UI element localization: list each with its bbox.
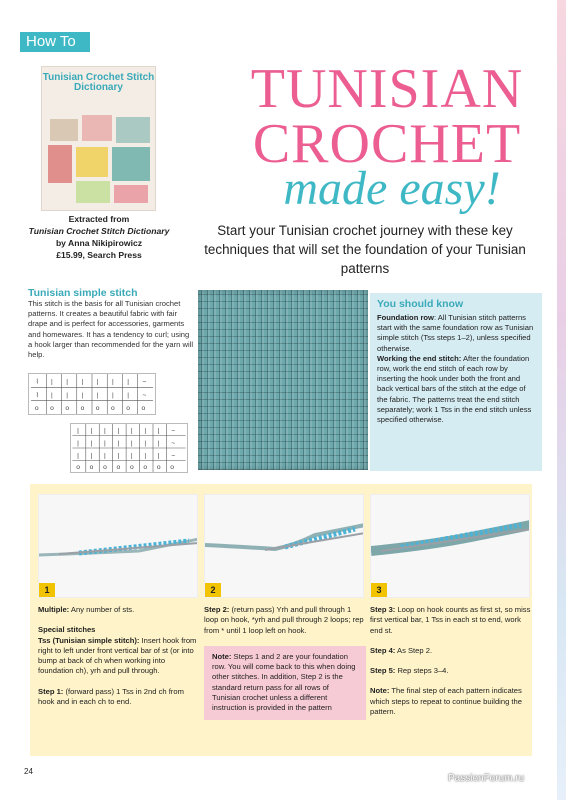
extracted-from: Extracted from bbox=[68, 214, 130, 224]
stitch-swatch-photo bbox=[198, 290, 368, 470]
svg-text:|: | bbox=[96, 391, 99, 399]
step-number-2: 2 bbox=[205, 583, 221, 597]
you-should-know-heading: You should know bbox=[377, 298, 464, 310]
svg-text:|: | bbox=[127, 391, 129, 399]
svg-text:|: | bbox=[117, 427, 120, 435]
step-number-1: 1 bbox=[39, 583, 55, 597]
svg-text:o: o bbox=[116, 464, 121, 472]
svg-text:|: | bbox=[66, 378, 69, 386]
special-stitches: Special stitches bbox=[38, 625, 96, 635]
svg-text:⌇: ⌇ bbox=[35, 391, 40, 399]
svg-text:o: o bbox=[89, 464, 94, 472]
simple-stitch-heading: Tunisian simple stitch bbox=[28, 287, 138, 299]
svg-text:|: | bbox=[112, 391, 114, 399]
extracted-author: by Anna Nikipirowicz bbox=[55, 238, 143, 248]
stitch-chart-2 bbox=[70, 423, 188, 473]
extracted-price: £15.99, Search Press bbox=[56, 250, 142, 260]
svg-text:~: ~ bbox=[142, 391, 147, 399]
svg-text:|: | bbox=[90, 452, 93, 460]
svg-text:o: o bbox=[156, 464, 161, 472]
foundation-row-note: Foundation row: All Tunisian stitch patterns start with the same foundation row as Tunisian simple stitch (Tss steps 1–2), unless specified otherwise. bbox=[377, 313, 534, 353]
book-cover-title: Tunisian Crochet Stitch Dictionary bbox=[42, 72, 155, 93]
final-step-note: Note: The final step of each pattern indicates which steps to repeat to continue building the pattern. bbox=[370, 686, 522, 717]
svg-text:|: | bbox=[117, 440, 120, 448]
svg-text:~: ~ bbox=[171, 427, 176, 435]
svg-text:⌇: ⌇ bbox=[35, 378, 40, 386]
foundation-note-box: Note: Steps 1 and 2 are your foundation row. You will come back to this when doing other stitches. In addition, Step 2 is the standard return pass for all rows of Tunisian crochet unless a different instruction is provided in the pattern bbox=[204, 646, 366, 720]
svg-text:o: o bbox=[103, 464, 107, 472]
title-line-3: made easy! bbox=[283, 162, 501, 215]
intro-text: Start your Tunisian crochet journey with these key techniques that will set the foundation of your Tunisian patterns bbox=[204, 223, 526, 276]
svg-text:|: | bbox=[51, 391, 53, 399]
svg-text:~: ~ bbox=[171, 440, 176, 448]
svg-text:~: ~ bbox=[171, 452, 176, 460]
svg-text:o: o bbox=[129, 464, 134, 472]
title-line-2: CROCHET bbox=[252, 113, 522, 175]
svg-text:|: | bbox=[66, 391, 69, 399]
svg-text:|: | bbox=[112, 378, 114, 386]
svg-text:o: o bbox=[143, 464, 148, 472]
svg-text:o: o bbox=[126, 405, 130, 413]
svg-text:o: o bbox=[95, 405, 100, 413]
step-number-3: 3 bbox=[371, 583, 387, 597]
svg-text:o: o bbox=[141, 405, 146, 413]
multiple-text: Multiple: Any number of sts. bbox=[38, 605, 135, 614]
you-should-know-box bbox=[370, 293, 542, 471]
svg-text:|: | bbox=[130, 440, 133, 448]
svg-text:|: | bbox=[90, 427, 93, 435]
step-1-text: Step 1: (forward pass) 1 Tss in 2nd ch from hook and in each ch to end. bbox=[38, 686, 184, 707]
svg-text:o: o bbox=[50, 405, 54, 413]
svg-text:|: | bbox=[77, 427, 79, 435]
svg-text:o: o bbox=[111, 405, 115, 413]
svg-text:|: | bbox=[144, 427, 147, 435]
svg-text:~: ~ bbox=[142, 378, 147, 386]
svg-text:|: | bbox=[104, 440, 106, 448]
step-photo-1 bbox=[38, 494, 198, 598]
svg-text:o: o bbox=[170, 464, 175, 472]
page-number: 24 bbox=[24, 767, 33, 776]
steps-column-3 bbox=[370, 605, 532, 727]
step-5-text: Step 5: Rep steps 3–4. bbox=[370, 666, 449, 676]
section-tag: How To bbox=[20, 32, 90, 52]
steps-column-1 bbox=[38, 605, 200, 717]
step-photo-3 bbox=[370, 494, 530, 598]
extracted-title: Tunisian Crochet Stitch Dictionary bbox=[28, 226, 170, 236]
svg-text:|: | bbox=[51, 378, 53, 386]
svg-text:|: | bbox=[81, 378, 84, 386]
svg-text:|: | bbox=[90, 440, 93, 448]
svg-text:|: | bbox=[130, 427, 133, 435]
svg-text:|: | bbox=[77, 452, 79, 460]
svg-text:|: | bbox=[104, 452, 106, 460]
svg-text:|: | bbox=[144, 440, 147, 448]
simple-stitch-body: This stitch is the basis for all Tunisian crochet patterns. It creates a beautiful fabric with fair drape and is perfect for accessories, garments and homewares. It has a tendency to curl; using a hook larger than recommended for the yarn will help. bbox=[28, 299, 194, 360]
svg-text:o: o bbox=[65, 405, 70, 413]
svg-text:|: | bbox=[81, 391, 84, 399]
step-3-text: Step 3: Loop on hook counts as first st, so miss first vertical bar, 1 Tss in each st to end, work end st. bbox=[370, 605, 531, 635]
tss-definition: Tss (Tunisian simple stitch): Insert hook from right to left under front vertical bar of st (or into bump at back of ch when working into foundation ch), yrh and pull through. bbox=[38, 635, 197, 676]
stitch-chart-1 bbox=[28, 373, 156, 415]
svg-text:|: | bbox=[157, 440, 160, 448]
svg-text:|: | bbox=[96, 378, 99, 386]
svg-text:|: | bbox=[127, 378, 129, 386]
step-2-text: Step 2: (return pass) Yrh and pull through 1 loop on hook, *yrh and pull through 2 loops; rep from * until 1 loop left on hook. bbox=[204, 605, 364, 635]
svg-text:|: | bbox=[144, 452, 147, 460]
steps-column-2 bbox=[204, 605, 366, 720]
svg-text:|: | bbox=[130, 452, 133, 460]
svg-text:|: | bbox=[77, 440, 79, 448]
svg-text:o: o bbox=[80, 405, 85, 413]
step-photo-2 bbox=[204, 494, 364, 598]
watermark: PassionForum.ru bbox=[448, 773, 525, 784]
step-4-text: Step 4: As Step 2. bbox=[370, 645, 433, 655]
svg-text:o: o bbox=[76, 464, 80, 472]
svg-text:|: | bbox=[104, 427, 106, 435]
end-stitch-note: Working the end stitch: After the foundation row, work the end stitch of each row by inserting the hook under both the front and back vertical bars of the stitch at the edge of the fabric. The patterns treat the end stitch separately; work 1 Tss in the end stitch unless specified otherwise. bbox=[377, 353, 532, 425]
book-cover-image bbox=[41, 66, 156, 211]
svg-text:|: | bbox=[157, 427, 160, 435]
svg-text:|: | bbox=[157, 452, 160, 460]
svg-text:o: o bbox=[34, 405, 39, 413]
book-credit bbox=[24, 213, 174, 261]
title-line-1: TUNISIAN bbox=[250, 58, 524, 120]
svg-text:|: | bbox=[117, 452, 120, 460]
decorative-edge-strip bbox=[557, 0, 566, 800]
